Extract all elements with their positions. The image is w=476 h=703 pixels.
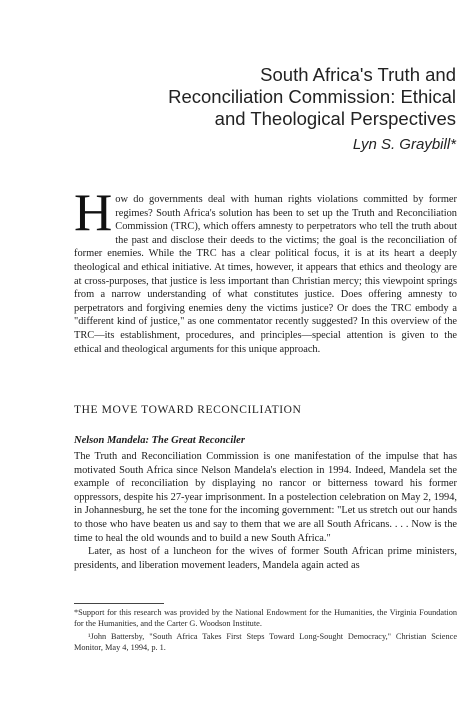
footnote-divider	[74, 603, 164, 604]
section-heading: THE MOVE TOWARD RECONCILIATION	[74, 404, 302, 416]
footnotes	[74, 608, 457, 656]
article-title	[100, 64, 456, 130]
title-line-2: Reconciliation Commission: Ethical	[168, 86, 456, 107]
footnote-1: *Support for this research was provided by the National Endowment for the Humanities, the Virginia Foundation for the Humanities, and the Carter G. Woodson Institute.	[74, 608, 457, 628]
footnote-2: ¹John Battersby, "South Africa Takes First Steps Toward Long-Sought Democracy," Christian Science Monitor, May 4, 1994, p. 1.	[74, 632, 457, 652]
title-line-1: South Africa's Truth and	[260, 64, 456, 85]
body-paragraph-2: Later, as host of a luncheon for the wives of former South African prime ministers, presidents, and liberation movement leaders, Mandela again acted as	[74, 546, 457, 571]
body-paragraph-1: The Truth and Reconciliation Commission is one manifestation of the impulse that has motivated South Africa since Nelson Mandela's election in 1994. Indeed, Mandela set the example of reconciliation by displaying no rancor or bitterness toward his former oppressors, despite his 27-year imprisonment. In a postelection celebration on May 2, 1994, in Johannesburg, he set the tone for the incoming government: "Let us stretch out our hands to those who have beaten us and say to them that we are all South Africans. . . . Now is the time to heal the old wounds and to build a new South Africa."	[74, 451, 457, 544]
title-line-3: and Theological Perspectives	[214, 108, 456, 129]
author-name: Lyn S. Graybill*	[352, 136, 456, 153]
intro-text: ow do governments deal with human rights violations committed by former regimes? South Africa's solution has been to set up the Truth and Reconciliation Commission (TRC), which offers amnesty to perpetrators who tell the truth about the past and disclose their deeds to the victims; the goal is the reconciliation of former enemies. While the TRC has a clear political focus, it is at its heart a deeply theological and ethical initiative. At times, however, it appears that ethics and theology are at cross-purposes, that justice is less important than Christian mercy; this viewpoint springs from a narrow understanding of what constitutes justice. Does offering amnesty to perpetrators and forgiving enemies deny the victims justice? Or does the TRC embody a "different kind of justice," as one commentator recently suggested? In this overview of the TRC—its establishment, procedures, and principles—special attention is given to the ethical and theological arguments for this unique approach.	[74, 194, 457, 355]
intro-paragraph	[74, 184, 457, 356]
drop-cap: H	[74, 184, 113, 242]
section-body	[74, 450, 457, 572]
subsection-heading: Nelson Mandela: The Great Reconciler	[74, 435, 245, 446]
